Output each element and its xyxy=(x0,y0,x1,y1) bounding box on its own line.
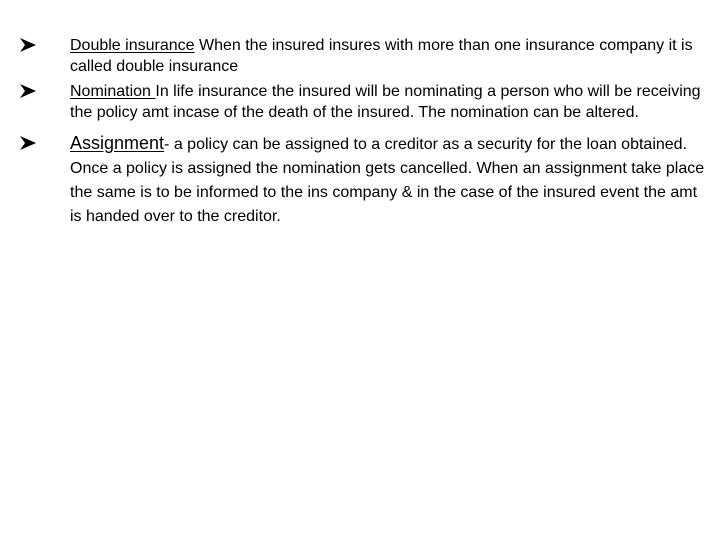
term-nomination: Nomination xyxy=(70,83,156,100)
bullet-list xyxy=(20,35,710,229)
arrow-bullet-icon xyxy=(20,38,38,52)
definition-assignment: - a policy can be assigned to a creditor as a security for the loan obtained. Once a policy is assigned the nomination gets cancelled. When an assignment take place the same is to be informed to the ins company & in the case of the insured event the amt is handed over to the creditor. xyxy=(70,136,705,225)
arrow-bullet-icon xyxy=(20,84,38,98)
term-assignment: Assignment xyxy=(70,133,165,153)
definition-nomination: In life insurance the insured will be nominating a person who will be receiving the policy amt incase of the death of the insured. The nomination can be altered. xyxy=(70,83,701,121)
arrow-bullet-icon xyxy=(20,136,38,150)
bullet-double-insurance xyxy=(20,35,710,77)
term-double-insurance: Double insurance xyxy=(70,37,195,54)
definition-double-insurance: When the insured insures with more than one insurance company it is called double insurance xyxy=(70,37,693,75)
bullet-assignment xyxy=(20,131,710,229)
bullet-nomination xyxy=(20,81,710,123)
